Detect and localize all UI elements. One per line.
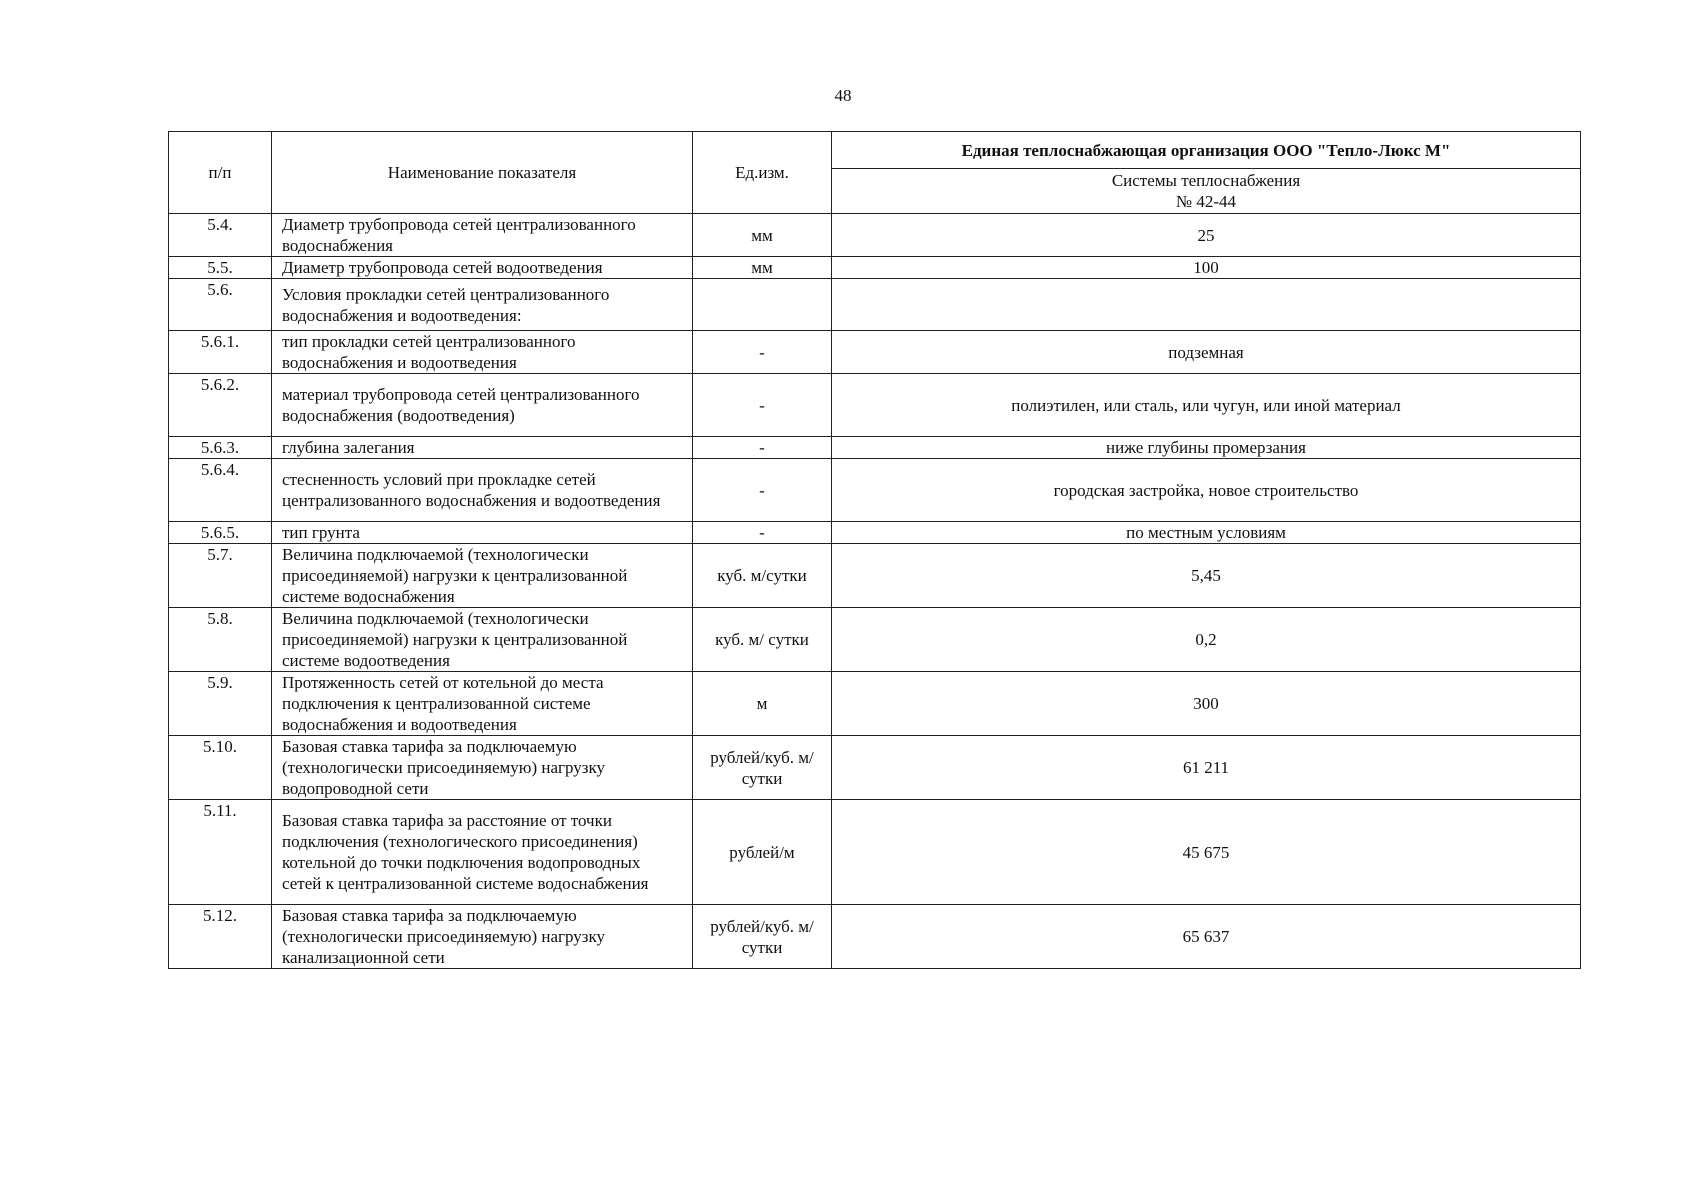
- row-value: 0,2: [832, 608, 1581, 672]
- row-unit: [693, 279, 832, 331]
- row-value: 61 211: [832, 736, 1581, 800]
- row-unit: куб. м/ сутки: [693, 608, 832, 672]
- row-name: Базовая ставка тарифа за расстояние от точки подключения (технологического присоединения) котельной до точки подключения водопроводных сетей к централизованной системе водоснабжения: [272, 800, 693, 905]
- row-name: Диаметр трубопровода сетей централизованного водоснабжения: [272, 214, 693, 257]
- row-name: Базовая ставка тарифа за подключаемую (технологически присоединяемую) нагрузку водопроводной сети: [272, 736, 693, 800]
- table-row: [169, 905, 1581, 969]
- row-value: 65 637: [832, 905, 1581, 969]
- row-number: 5.7.: [169, 544, 272, 608]
- row-number: 5.11.: [169, 800, 272, 905]
- row-name: Величина подключаемой (технологически присоединяемой) нагрузки к централизованной системе водоотведения: [272, 608, 693, 672]
- row-value: 5,45: [832, 544, 1581, 608]
- row-unit: рублей/куб. м/сутки: [693, 905, 832, 969]
- row-name: Диаметр трубопровода сетей водоотведения: [272, 257, 693, 279]
- row-unit: куб. м/сутки: [693, 544, 832, 608]
- row-number: 5.6.2.: [169, 374, 272, 437]
- header-organization: Единая теплоснабжающая организация ООО "Тепло-Люкс М": [832, 132, 1581, 169]
- table-row: [169, 257, 1581, 279]
- table-row: [169, 672, 1581, 736]
- row-unit: рублей/куб. м/сутки: [693, 736, 832, 800]
- row-unit: -: [693, 437, 832, 459]
- row-number: 5.6.1.: [169, 331, 272, 374]
- table-row: [169, 544, 1581, 608]
- row-unit: -: [693, 522, 832, 544]
- header-systems-line1: Системы теплоснабжения: [1111, 171, 1301, 190]
- table-row: [169, 459, 1581, 522]
- row-name: Условия прокладки сетей централизованного водоснабжения и водоотведения:: [272, 279, 693, 331]
- row-value: 100: [832, 257, 1581, 279]
- row-name: Протяженность сетей от котельной до места подключения к централизованной системе водоснабжения и водоотведения: [272, 672, 693, 736]
- table-row: [169, 279, 1581, 331]
- row-name: глубина залегания: [272, 437, 693, 459]
- row-value: городская застройка, новое строительство: [832, 459, 1581, 522]
- header-systems-line2: № 42-44: [1175, 192, 1237, 211]
- row-name: тип прокладки сетей централизованного водоснабжения и водоотведения: [272, 331, 693, 374]
- row-number: 5.6.4.: [169, 459, 272, 522]
- row-name: материал трубопровода сетей централизованного водоснабжения (водоотведения): [272, 374, 693, 437]
- row-unit: мм: [693, 257, 832, 279]
- header-systems: [832, 169, 1581, 214]
- table-row: [169, 437, 1581, 459]
- row-number: 5.9.: [169, 672, 272, 736]
- table-row: [169, 736, 1581, 800]
- row-unit: м: [693, 672, 832, 736]
- row-value: по местным условиям: [832, 522, 1581, 544]
- row-unit: мм: [693, 214, 832, 257]
- tariff-table: [168, 131, 1581, 969]
- row-value: подземная: [832, 331, 1581, 374]
- table-row: [169, 214, 1581, 257]
- header-name: Наименование показателя: [272, 132, 693, 214]
- table-row: [169, 331, 1581, 374]
- row-number: 5.6.3.: [169, 437, 272, 459]
- page-number: 48: [834, 86, 852, 105]
- row-name: Величина подключаемой (технологически присоединяемой) нагрузки к централизованной системе водоснабжения: [272, 544, 693, 608]
- table-body: [169, 214, 1581, 969]
- row-value: полиэтилен, или сталь, или чугун, или иной материал: [832, 374, 1581, 437]
- row-number: 5.6.5.: [169, 522, 272, 544]
- row-unit: -: [693, 331, 832, 374]
- row-unit: рублей/м: [693, 800, 832, 905]
- row-number: 5.4.: [169, 214, 272, 257]
- row-number: 5.8.: [169, 608, 272, 672]
- row-unit: -: [693, 459, 832, 522]
- row-name: стесненность условий при прокладке сетей централизованного водоснабжения и водоотведения: [272, 459, 693, 522]
- row-value: [832, 279, 1581, 331]
- header-unit: Ед.изм.: [693, 132, 832, 214]
- table-row: [169, 522, 1581, 544]
- table-row: [169, 800, 1581, 905]
- row-number: 5.10.: [169, 736, 272, 800]
- table-row: [169, 608, 1581, 672]
- row-value: 25: [832, 214, 1581, 257]
- table-row: [169, 374, 1581, 437]
- row-number: 5.6.: [169, 279, 272, 331]
- header-num: п/п: [169, 132, 272, 214]
- table-header: [169, 132, 1581, 214]
- row-number: 5.12.: [169, 905, 272, 969]
- row-name: тип грунта: [272, 522, 693, 544]
- row-value: 45 675: [832, 800, 1581, 905]
- row-value: ниже глубины промерзания: [832, 437, 1581, 459]
- row-unit: -: [693, 374, 832, 437]
- row-number: 5.5.: [169, 257, 272, 279]
- row-name: Базовая ставка тарифа за подключаемую (технологически присоединяемую) нагрузку канализационной сети: [272, 905, 693, 969]
- row-value: 300: [832, 672, 1581, 736]
